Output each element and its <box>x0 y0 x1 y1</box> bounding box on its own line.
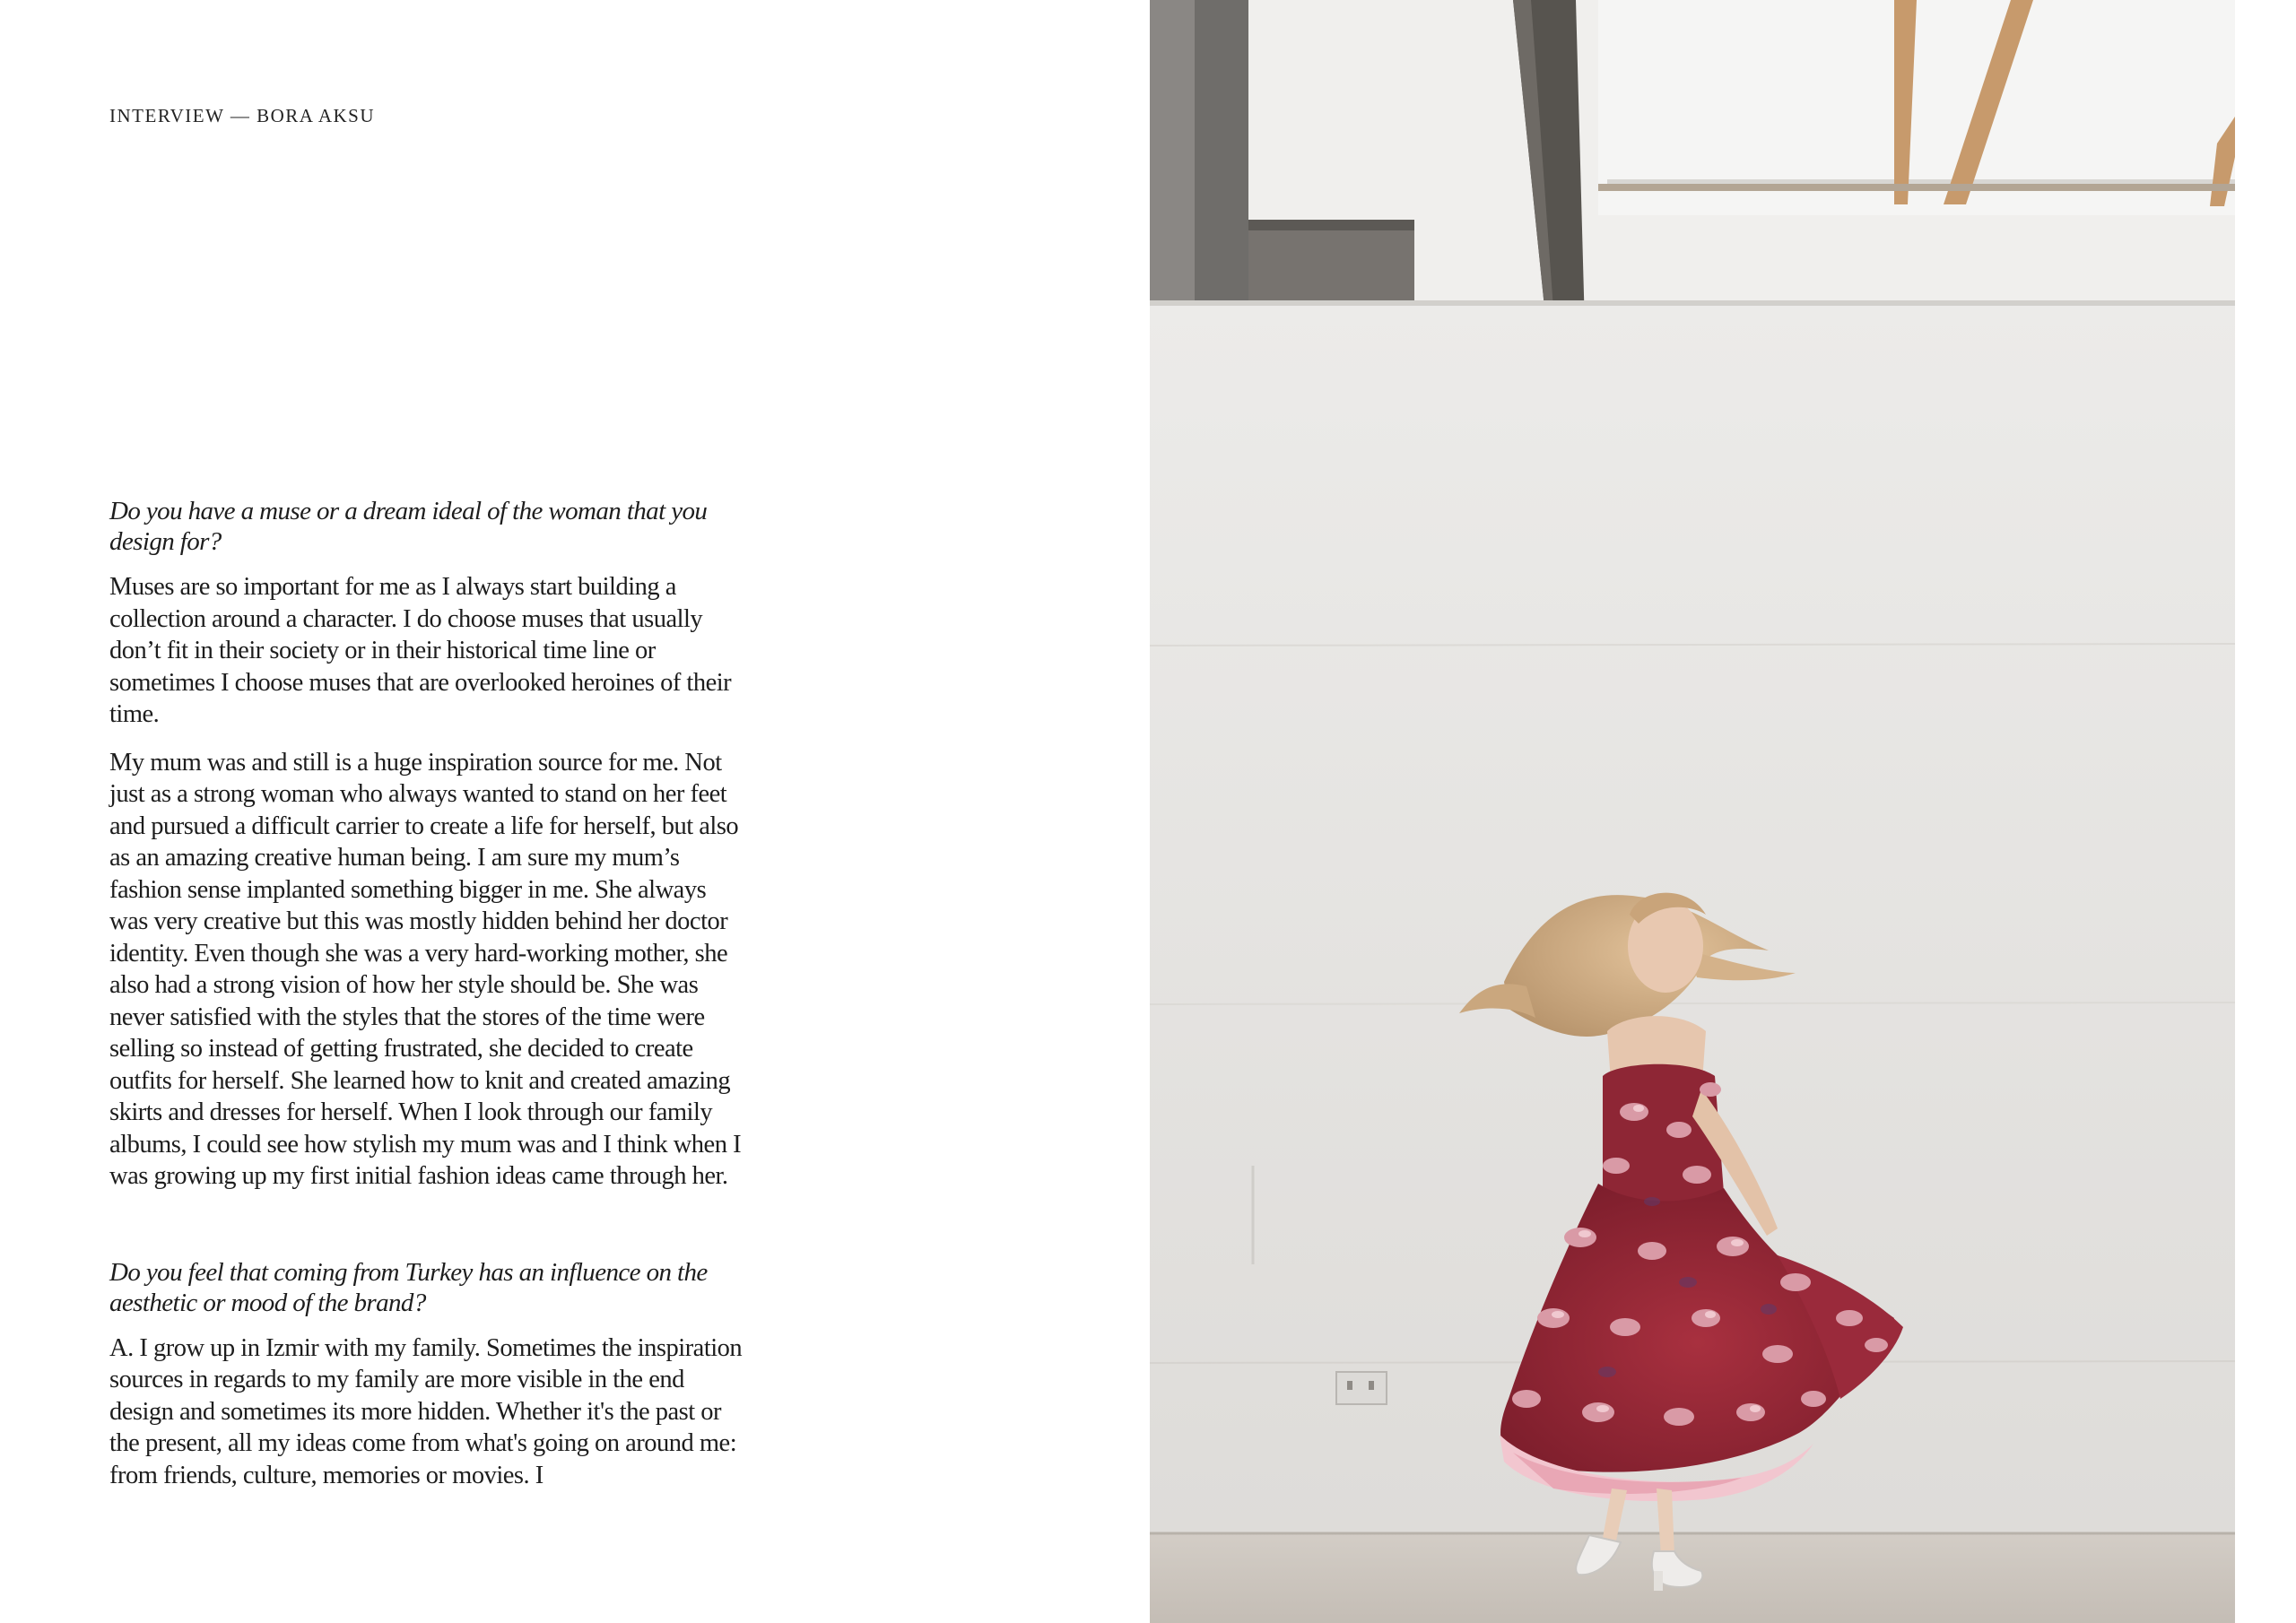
answer-1-paragraph-1: Muses are so important for me as I always start building a collection around a character. I do choose muses that usually don’t fit in their society or in their historical time line or sometimes I choose muses that are overlooked heroines of their time. <box>109 573 732 728</box>
photo-illustration <box>1150 0 2235 1623</box>
answer-1-paragraph-2: My mum was and still is a huge inspiration source for me. Not just as a strong woman who always wanted to stand on her feet and pursued a difficult carrier to create a life for herself, but also as an amazing creative human being. I am sure my mum’s fashion sense implanted something bigger in me. She always was very creative but this was mostly hidden behind her doctor identity. Even though she was a very hard-working mother, she also had a strong vision of how her style should be. She was never satisfied with the styles that the stores of the time were selling so instead of getting frustrated, she decided to create outfits for herself. She learned how to knit and created amazing skirts and dresses for herself. When I look through our family albums, I could see how stylish my mum was and I think when I was growing up my first initial fashion ideas came through her. <box>109 748 742 1190</box>
wall-socket <box>1336 1372 1387 1404</box>
answer-2-paragraph-1: A. I grow up in Izmir with my family. Sometimes the inspiration sources in regards to my family are more visible in the end design and sometimes its more hidden. Whether it's the past or the present, all my ideas come from what's going on around me: from friends, culture, memories or movies. I <box>109 1333 743 1489</box>
question-2: Do you feel that coming from Turkey has an influence on the aesthetic or mood of the brand? <box>109 1257 708 1317</box>
running-head: INTERVIEW — BORA AKSU <box>109 105 376 126</box>
question-1: Do you have a muse or a dream ideal of the woman that you design for? <box>109 497 708 556</box>
interview-body <box>109 496 746 1507</box>
editorial-photo <box>1150 0 2235 1623</box>
